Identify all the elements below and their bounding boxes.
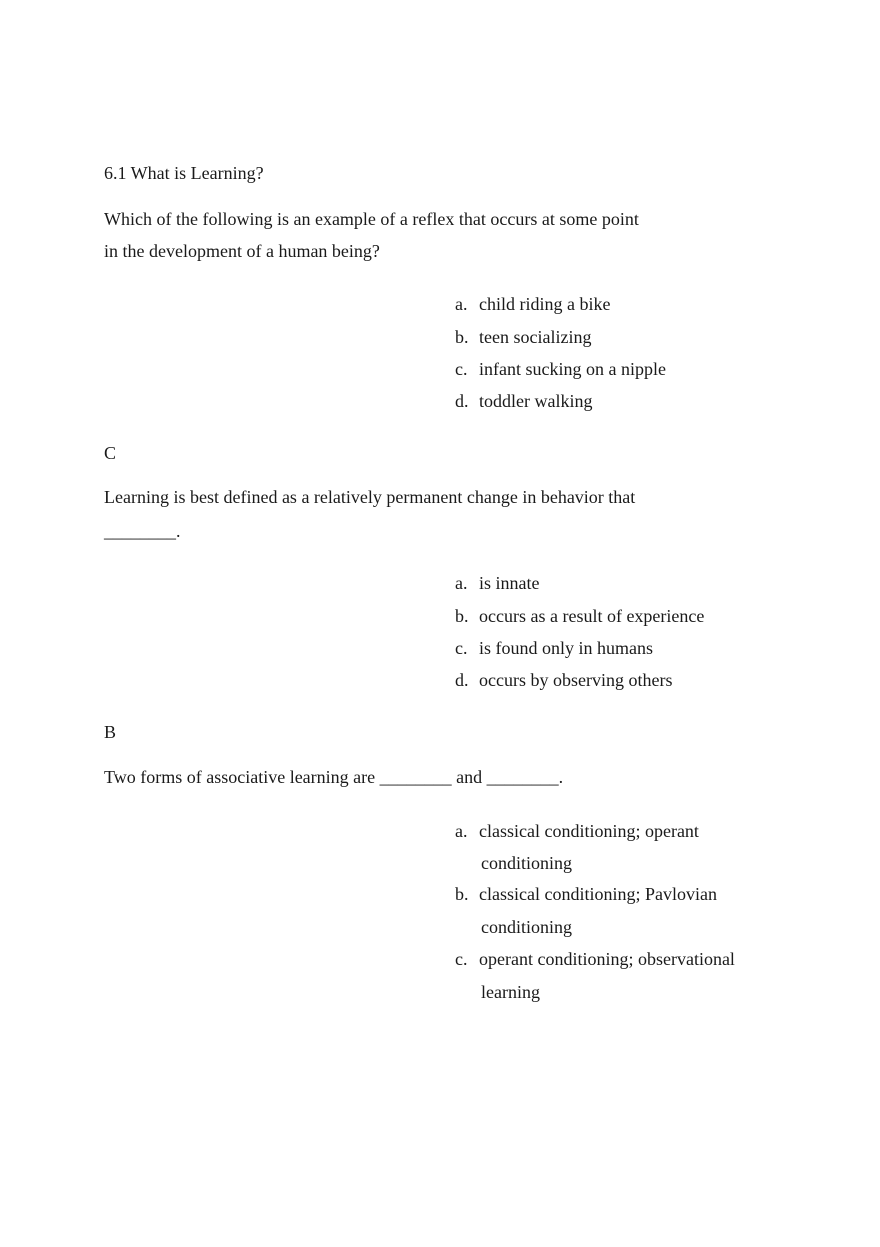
option-letter: a. — [455, 573, 468, 593]
option-text: child riding a bike — [479, 294, 611, 314]
option-letter: d. — [455, 670, 469, 690]
section-heading: 6.1 What is Learning? — [104, 163, 264, 183]
question-3-stem-line-1: Two forms of associative learning are ________ and ________. — [104, 767, 564, 787]
question-1-stem-line-1: Which of the following is an example of a reflex that occurs at some point — [104, 209, 639, 229]
question-2-answer: B — [104, 722, 117, 742]
question-1-answer: C — [104, 443, 117, 463]
option-text: classical conditioning; operant — [479, 821, 699, 841]
option-letter: a. — [455, 821, 468, 841]
option-text-continuation: learning — [481, 982, 540, 1002]
option-text-continuation: conditioning — [481, 853, 572, 873]
option-text-continuation: conditioning — [481, 917, 572, 937]
question-2-stem-line-2: ________. — [104, 521, 181, 541]
option-letter: c. — [455, 949, 468, 969]
option-text: teen socializing — [479, 327, 592, 347]
option-text: occurs by observing others — [479, 670, 673, 690]
option-letter: a. — [455, 294, 468, 314]
option-text: is innate — [479, 573, 540, 593]
option-text: classical conditioning; Pavlovian — [479, 884, 717, 904]
option-letter: b. — [455, 606, 469, 626]
option-letter: b. — [455, 884, 469, 904]
option-text: occurs as a result of experience — [479, 606, 705, 626]
option-letter: b. — [455, 327, 469, 347]
option-letter: d. — [455, 391, 469, 411]
option-text: infant sucking on a nipple — [479, 359, 666, 379]
option-letter: c. — [455, 359, 468, 379]
question-1-stem-line-2: in the development of a human being? — [104, 241, 380, 261]
option-text: is found only in humans — [479, 638, 653, 658]
option-letter: c. — [455, 638, 468, 658]
option-text: toddler walking — [479, 391, 593, 411]
option-text: operant conditioning; observational — [479, 949, 735, 969]
question-2-stem-line-1: Learning is best defined as a relatively permanent change in behavior that — [104, 487, 636, 507]
